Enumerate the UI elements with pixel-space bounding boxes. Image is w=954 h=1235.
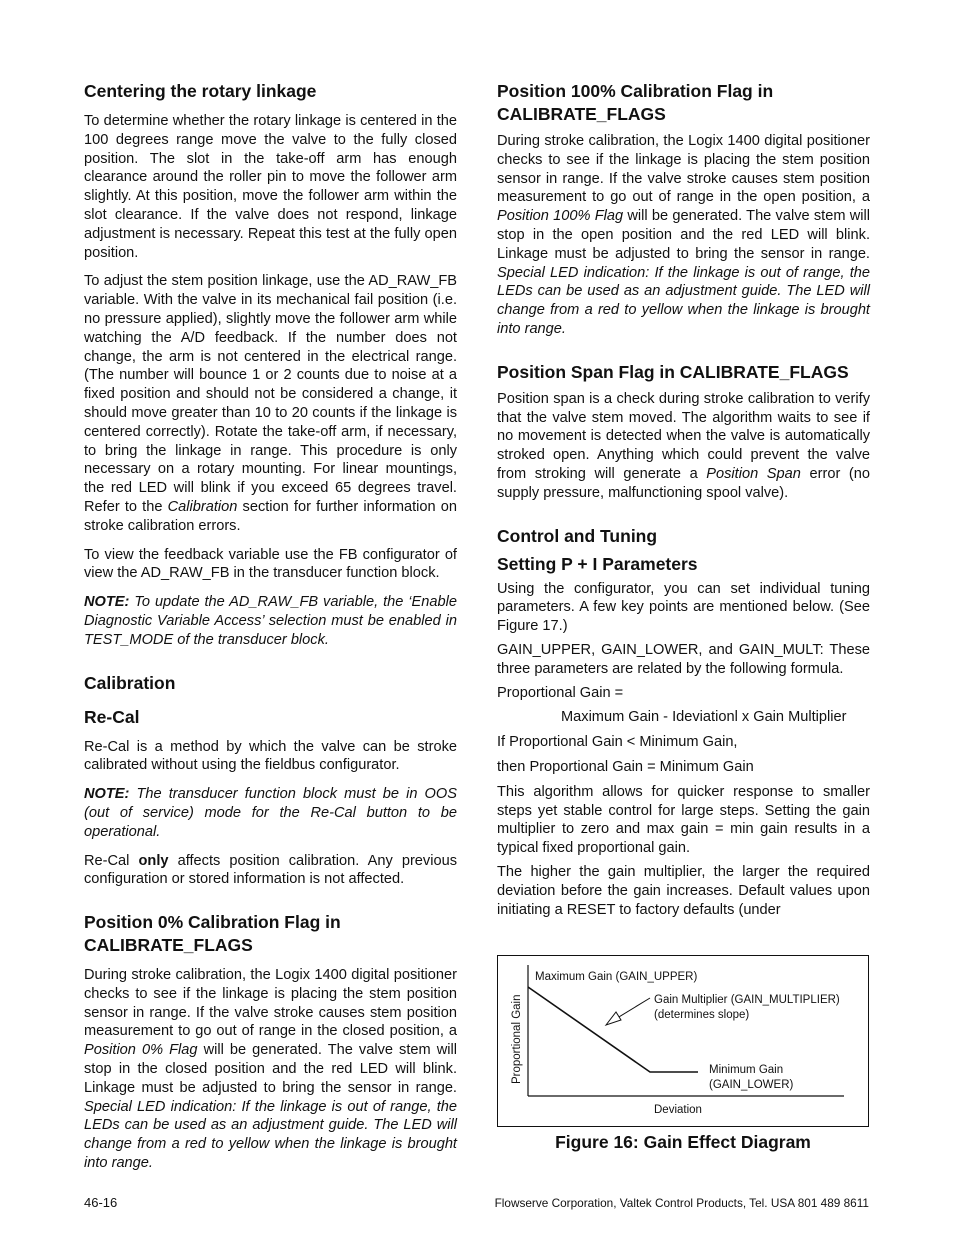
right-column [497,80,870,929]
text-run: will be generated. The valve stem will stop in the closed position and the red LED will blink. Linkage must be adjusted to bring the sensor in range. [84,1042,457,1096]
text-run: To adjust the stem position linkage, use the AD_RAW_FB variable. With the valve in its mechanical fail position (i.e. no pressure applied), slightly move the follower arm while watching the A/D feedback. If the number does not change, the arm is not centered in the electrical range. (The number will bounce 1 or 2 counts due to noise at a fixed position and should not be considered a change, it should move greater than 10 to 20 counts if the linkage is centered correctly). Rotate the take-off arm, if necessary, to bring the linkage in range. This procedure is only necessary on a rotary mounting. For linear mountings, the red LED will blink if you exceed 65 degrees travel. Refer to the [84,273,457,515]
paragraph-setting-3: This algorithm allows for quicker response to smaller steps yet stable control for large steps. Setting the gain multiplier to zero and max gain = min gain results in a typical fixed proportional gain. [497,783,870,857]
paragraph-centering-3: To view the feedback variable use the FB configurator of view the AD_RAW_FB in the transducer function block. [84,546,457,582]
text-run: Re-Cal [84,852,139,869]
label-minimum-gain: Minimum Gain [709,1064,784,1076]
emphasis-text: Position 100% Flag [497,208,624,225]
text-run: affects position calibration. Any previous configuration or stored information is not affected. [84,852,457,888]
pointer-arrowhead [606,1012,621,1025]
label-gain-multiplier: Gain Multiplier (GAIN_MULTIPLIER) [654,994,840,1006]
footer-company: Flowserve Corporation, Valtek Control Products, Tel. USA 801 489 8611 [494,1196,869,1210]
note-label: NOTE: [84,594,130,611]
heading-setting-pi: Setting P + I Parameters [497,553,698,574]
text-run: will be generated. The valve stem will stop in the open position and the red LED will blink. Linkage must be adjusted to bring the sensor in range. [497,208,870,262]
left-column [84,80,457,1183]
note-text: To update the AD_RAW_FB variable, the ‘Enable Diagnostic Variable Access’ selection must be enabled in TEST_MODE of the transducer block. [84,594,457,648]
heading-calibration: Calibration [84,672,176,693]
paragraph-centering-1: To determine whether the rotary linkage is centered in the 100 degrees range move the valve to the fully closed position. The slot in the take-off arm has enough clearance around the roller pin to move the follower arm slightly. At this position, move the follower arm within the slot clearance. If the valve does not respond, linkage adjustment is necessary. Repeat this test at the fully open position. [84,113,457,261]
diagram-graphic [498,956,870,1128]
note-label: NOTE: [84,786,130,803]
paragraph-setting-2: GAIN_UPPER, GAIN_LOWER, and GAIN_MULT: These three parameters are related by the following formula. [497,641,870,677]
heading-position-100: Position 100% Calibration Flag in CALIBRATE_FLAGS [497,81,774,124]
label-gain-lower: (GAIN_LOWER) [709,1079,794,1091]
note-oos-mode [84,785,457,841]
text-run: section for further information on stroke calibration errors. [84,498,457,534]
emphasis-text: Position 0% Flag [84,1042,198,1059]
gain-effect-diagram [497,955,869,1127]
bold-text: only [138,852,169,869]
emphasis-text: Position Span [706,465,801,482]
x-axis-label: Deviation [654,1104,702,1116]
note-text: The transducer function block must be in OOS (out of service) mode for the Re-Cal button to be operational. [84,786,457,840]
text-run: During stroke calibration, the Logix 1400 digital positioner checks to see if the linkage is placing the stem position sensor in range. If the valve stroke causes stem position measurement to go out of range in the open position, a [497,133,870,206]
paragraph-position-0 [84,966,457,1173]
paragraph-setting-1: Using the configurator, you can set individual tuning parameters. A few key points are mentioned below. (See Figure 17.) [497,580,870,635]
figure-caption: Figure 16: Gain Effect Diagram [555,1132,811,1152]
emphasis-text: Special LED indication: If the linkage is out of range, the LEDs can be used as an adjustment guide. The LED will change from a red to yellow when the linkage is brought into range. [497,264,870,337]
emphasis-text: Special LED indication: If the linkage is out of range, the LEDs can be used as an adjustment guide. The LED will change from a red to yellow when the linkage is brought into range. [84,1098,457,1172]
y-axis-label: Proportional Gain [511,994,523,1084]
heading-position-0: Position 0% Calibration Flag in CALIBRATE_FLAGS [84,912,341,956]
paragraph-setting-4: The higher the gain multiplier, the larger the required deviation before the gain increases. Default values upon initiating a RESET to factory defaults (under [497,863,870,918]
heading-centering: Centering the rotary linkage [84,81,317,101]
text-run: Position span is a check during stroke calibration to verify that the valve stem moved. The algorithm waits to see if no movement is detected when the valve is automatically stroked open. Anything which could prevent the valve from stroking will generate a [497,390,870,482]
label-determines-slope: (determines slope) [654,1009,750,1021]
heading-recal: Re-Cal [84,706,140,727]
text-run: During stroke calibration, the Logix 1400 digital positioner checks to see if the linkage is placing the stem position sensor in range. If the valve stroke causes stem position measurement to go out of range in the closed position, a [84,967,457,1040]
note-test-mode [84,593,457,649]
paragraph-position-span [497,390,870,503]
paragraph-position-100 [497,132,870,339]
paragraph-centering-2 [84,272,457,535]
formula-line-2: Maximum Gain - Ideviationl x Gain Multiplier [561,709,847,726]
formula-line-4: then Proportional Gain = Minimum Gain [497,758,754,775]
paragraph-recal-2 [84,852,457,890]
page-number: 46-16 [84,1195,118,1210]
formula-line-3: If Proportional Gain < Minimum Gain, [497,734,738,751]
text-run: error (no supply pressure, malfunctioning spool valve). [497,465,870,501]
emphasis-text: Calibration [167,498,238,515]
heading-position-span: Position Span Flag in CALIBRATE_FLAGS [497,361,849,382]
paragraph-recal-1: Re-Cal is a method by which the valve can be stroke calibrated without using the fieldbus configurator. [84,738,457,774]
heading-control-tuning: Control and Tuning [497,525,658,546]
label-maximum-gain: Maximum Gain (GAIN_UPPER) [535,971,698,983]
formula-line-1: Proportional Gain = [497,684,624,701]
